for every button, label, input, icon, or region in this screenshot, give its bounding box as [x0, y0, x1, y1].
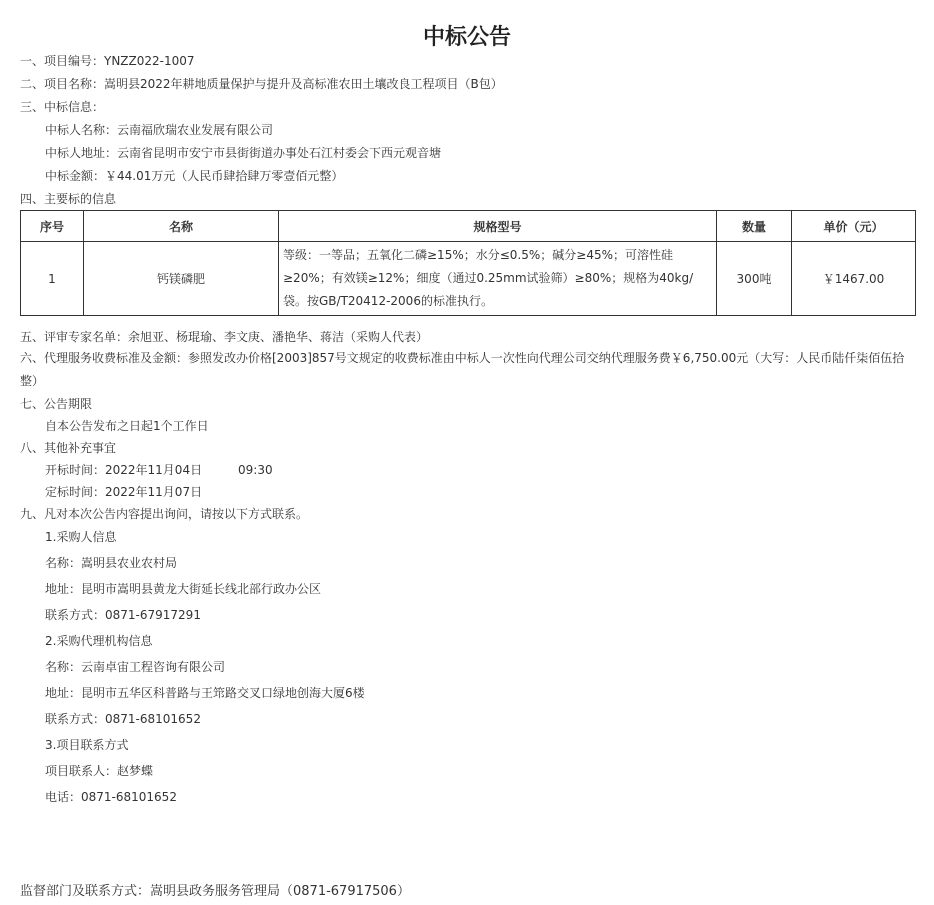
- project-contact-phone: 电话：0871-68101652: [45, 790, 177, 804]
- header-no: 序号: [21, 211, 84, 242]
- agency-phone: 联系方式：0871-68101652: [45, 712, 201, 726]
- winner-amount: 中标金额：￥44.01万元（人民币肆拾肆万零壹佰元整）: [45, 169, 344, 183]
- main-subject-heading: 四、主要标的信息: [20, 192, 117, 206]
- open-time: 开标时间：2022年11月04日: [45, 463, 203, 477]
- header-name: 名称: [84, 211, 279, 242]
- cell-name: 钙镁磷肥: [84, 242, 279, 316]
- experts-list: 五、评审专家名单：余旭亚、杨琨瑜、李文庚、潘艳华、蒋洁（采购人代表）: [20, 330, 429, 344]
- project-contact-person: 项目联系人：赵梦蝶: [45, 764, 154, 778]
- project-name: 二、项目名称：嵩明县2022年耕地质量保护与提升及高标准农田土壤改良工程项目（B包）: [20, 77, 503, 91]
- other-heading: 八、其他补充事宜: [20, 441, 117, 455]
- winner-address: 中标人地址：云南省昆明市安宁市县街街道办事处石江村委会下西元观音塘: [45, 146, 442, 160]
- agency-address: 地址：昆明市五华区科普路与王筇路交叉口绿地创海大厦6楼: [45, 686, 365, 700]
- purchaser-phone: 联系方式：0871-67917291: [45, 608, 201, 622]
- cell-price: ￥1467.00: [792, 242, 916, 316]
- agency-fee: 六、代理服务收费标准及金额：参照发改办价格[2003]857号文规定的收费标准由中标人一次性向代理公司交纳代理服务费￥6,750.00元（大写：人民币陆仟柒佰伍拾整）: [20, 351, 905, 388]
- agency-name: 名称：云南卓宙工程咨询有限公司: [45, 660, 226, 674]
- winner-name: 中标人名称：云南福欣瑞农业发展有限公司: [45, 123, 274, 137]
- cell-no: 1: [21, 242, 84, 316]
- agency-heading: 2.采购代理机构信息: [45, 634, 153, 648]
- purchaser-heading: 1.采购人信息: [45, 530, 117, 544]
- cell-qty: 300吨: [717, 242, 792, 316]
- purchaser-name: 名称：嵩明县农业农村局: [45, 556, 178, 570]
- project-number: 一、项目编号：YNZZ022-1007: [20, 54, 195, 68]
- contact-heading: 九、凡对本次公告内容提出询问，请按以下方式联系。: [20, 507, 309, 521]
- winner-heading: 三、中标信息：: [20, 100, 105, 114]
- header-qty: 数量: [717, 211, 792, 242]
- period-text: 自本公告发布之日起1个工作日: [45, 419, 209, 433]
- page-title: 中标公告: [422, 25, 511, 50]
- award-time: 定标时间：2022年11月07日: [45, 485, 203, 499]
- supervision-footer: 监督部门及联系方式：嵩明县政务服务管理局（0871-67917506）: [20, 884, 410, 899]
- header-spec: 规格型号: [279, 211, 717, 242]
- period-heading: 七、公告期限: [20, 397, 93, 411]
- main-subject-table: [20, 210, 916, 316]
- purchaser-address: 地址：昆明市嵩明县黄龙大街延长线北部行政办公区: [45, 582, 322, 596]
- header-price: 单价（元）: [792, 211, 916, 242]
- project-contact-heading: 3.项目联系方式: [45, 738, 129, 752]
- table-header-row: [21, 211, 916, 242]
- cell-spec: 等级：一等品；五氧化二磷≥15%；水分≤0.5%；碱分≥45%；可溶性硅≥20%；有效镁≥12%；细度（通过0.25mm试验筛）≥80%；规格为40kg/袋。按GB/T20412-2006的标准执行。: [279, 242, 717, 316]
- open-time-clock: 09:30: [238, 463, 273, 477]
- table-row: [21, 242, 916, 316]
